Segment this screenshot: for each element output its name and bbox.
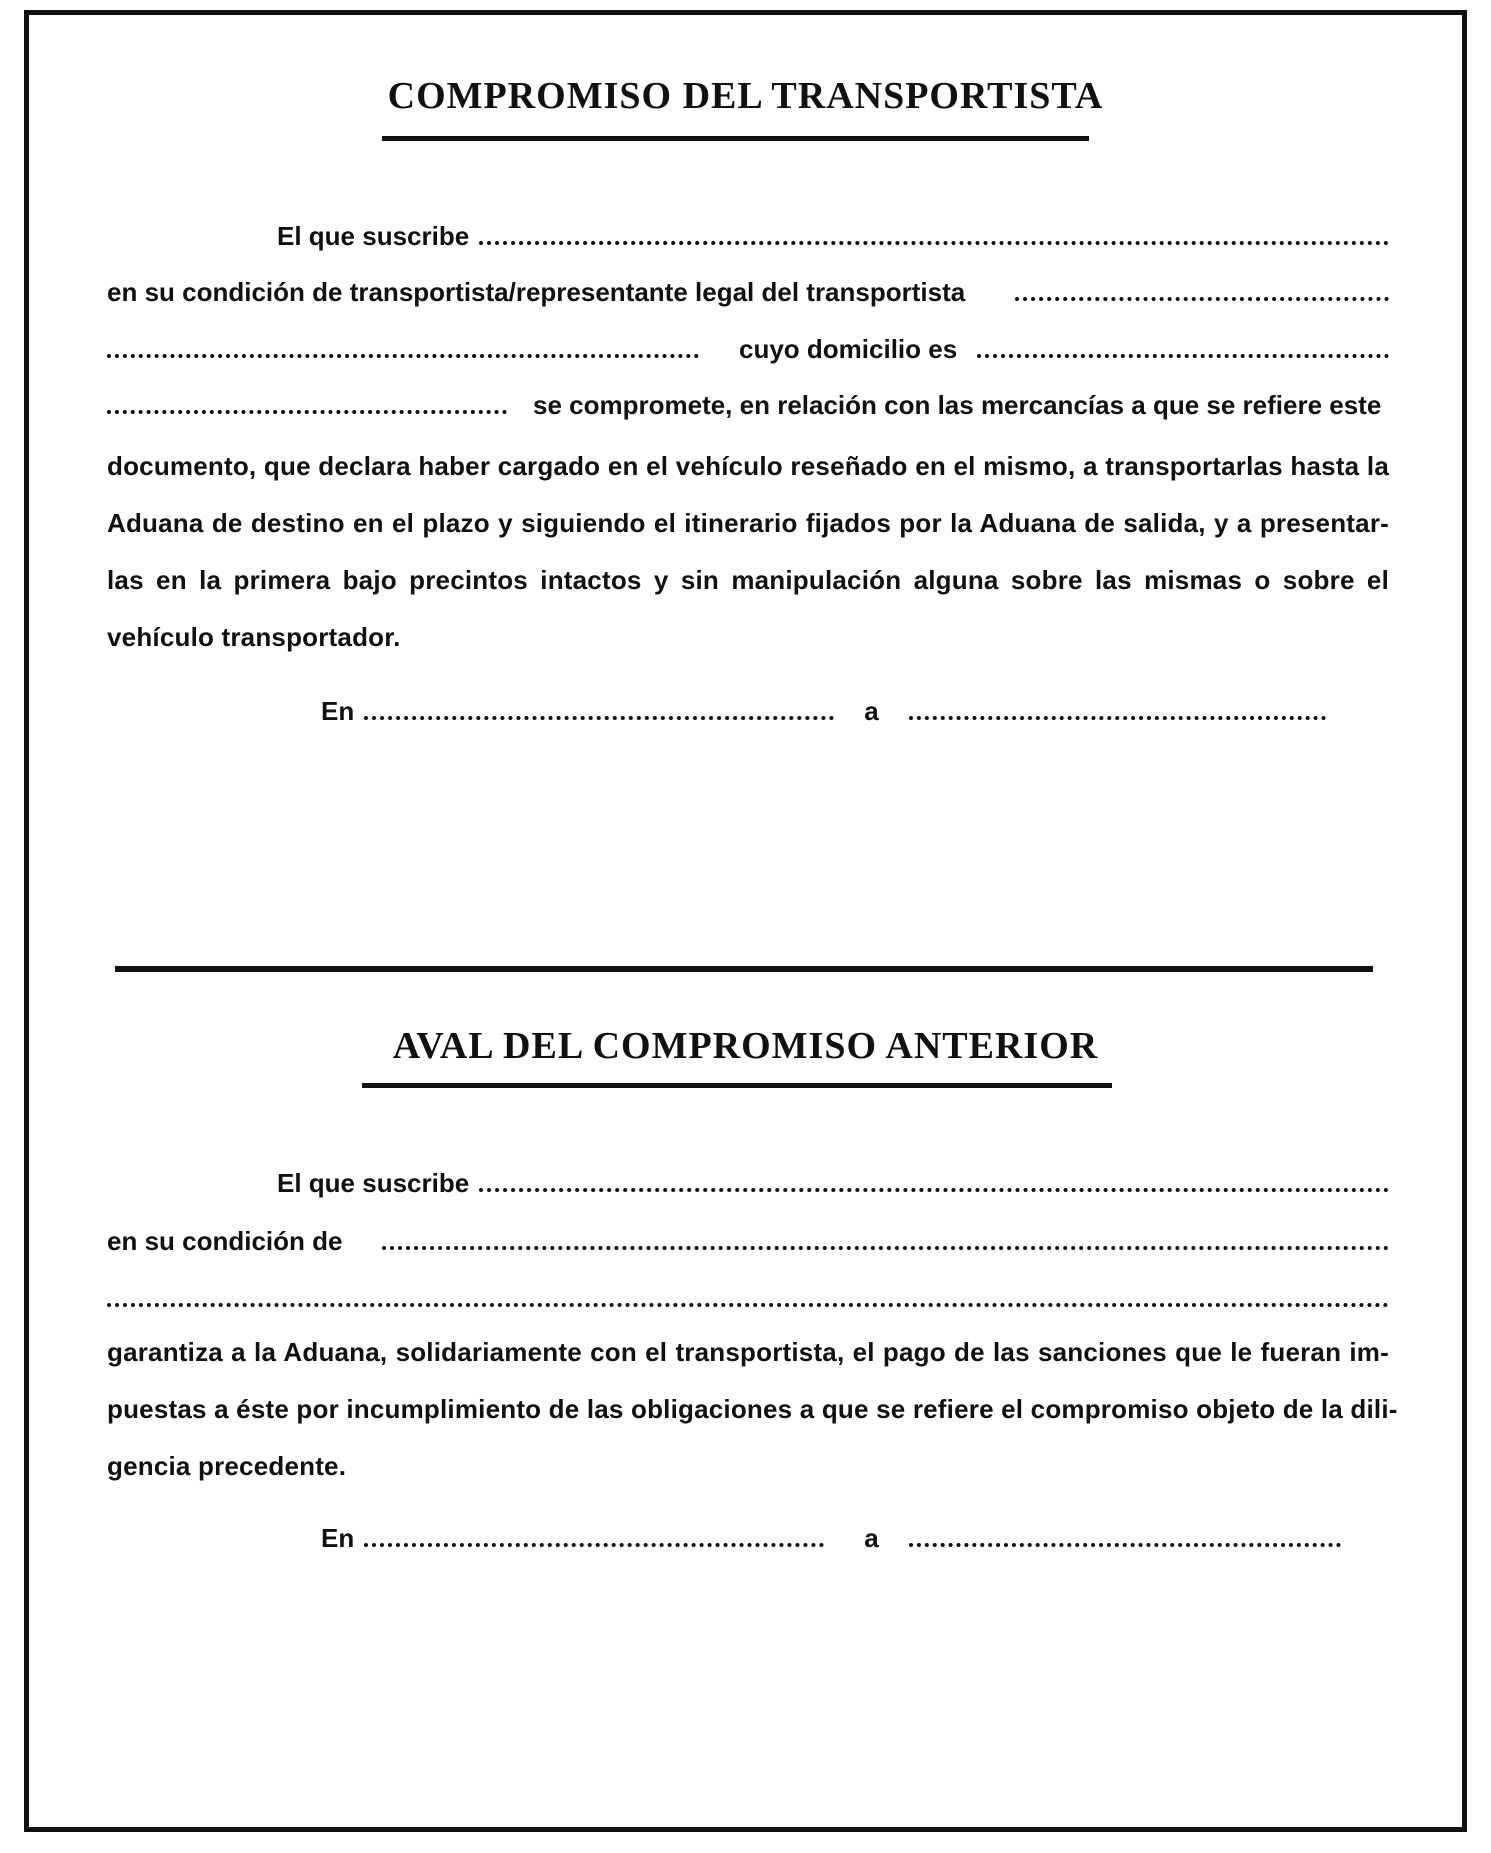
domicilio-field[interactable] <box>977 354 1389 358</box>
section2-date-field[interactable] <box>909 1543 1341 1547</box>
domicilio-label: cuyo domicilio es <box>739 334 958 364</box>
section1-body-line: Aduana de destino en el plazo y siguiendo el itinerario fijados por la Aduana de salida, y a presentar- <box>107 508 1389 538</box>
section1-body-line: vehículo transportador. <box>107 622 401 652</box>
condicion-row <box>107 268 1389 308</box>
avalista-condicion-continued-row <box>107 1274 1389 1314</box>
en-label: En <box>321 1523 355 1553</box>
compromete-text: se compromete, en relación con las mercancías a que se refiere este <box>533 390 1382 420</box>
section-divider <box>115 966 1373 972</box>
avalista-condicion-continued-field[interactable] <box>107 1303 1389 1307</box>
section1-body-line: las en la primera bajo precintos intactos y sin manipulación alguna sobre las mismas o sobre el <box>107 565 1389 595</box>
avalista-name-field[interactable] <box>479 1188 1389 1192</box>
avalista-condicion-field[interactable] <box>382 1246 1389 1250</box>
en-label: En <box>321 696 355 726</box>
section1-title-underline <box>382 136 1089 141</box>
section2-body-line: garantiza a la Aduana, solidariamente con el transportista, el pago de las sanciones que le fueran im- <box>107 1337 1389 1367</box>
section2-body <box>107 1324 1398 1495</box>
suscribe-label: El que suscribe <box>277 221 470 251</box>
section1-body-line: documento, que declara haber cargado en el vehículo reseñado en el mismo, a transportarlas hasta la <box>107 451 1389 481</box>
section2-title: AVAL DEL COMPROMISO ANTERIOR <box>392 1025 1099 1067</box>
section1-title: COMPROMISO DEL TRANSPORTISTA <box>387 75 1104 117</box>
section1-date-field[interactable] <box>909 716 1326 720</box>
transportista-representante-field[interactable] <box>1015 297 1389 301</box>
avalista-name-row <box>107 1159 1389 1199</box>
condicion-label: en su condición de <box>107 1226 343 1256</box>
section2-title-underline <box>362 1083 1112 1088</box>
section1-place-date-row <box>321 687 1326 727</box>
section2-place-field[interactable] <box>364 1543 824 1547</box>
condicion-label: en su condición de transportista/representante legal del transportista <box>107 277 966 307</box>
transportista-name-field[interactable] <box>479 241 1389 245</box>
suscribe-label: El que suscribe <box>277 1168 470 1198</box>
compromete-row <box>107 381 1389 421</box>
section1-body <box>107 438 1389 666</box>
section2-body-line: gencia precedente. <box>107 1451 347 1481</box>
domicilio-continued-field[interactable] <box>107 410 507 414</box>
section2-place-date-row <box>321 1514 1341 1554</box>
section2-body-line: puestas a éste por incumplimiento de las obligaciones a que se refiere el compromiso objeto de la dili- <box>107 1394 1398 1424</box>
transportista-name-continued-field[interactable] <box>107 354 699 358</box>
avalista-condicion-row <box>107 1217 1389 1257</box>
transportista-name-row <box>107 212 1389 252</box>
section1-place-field[interactable] <box>364 716 834 720</box>
a-label: a <box>864 696 879 726</box>
domicilio-row <box>107 325 1389 365</box>
a-label: a <box>864 1523 879 1553</box>
